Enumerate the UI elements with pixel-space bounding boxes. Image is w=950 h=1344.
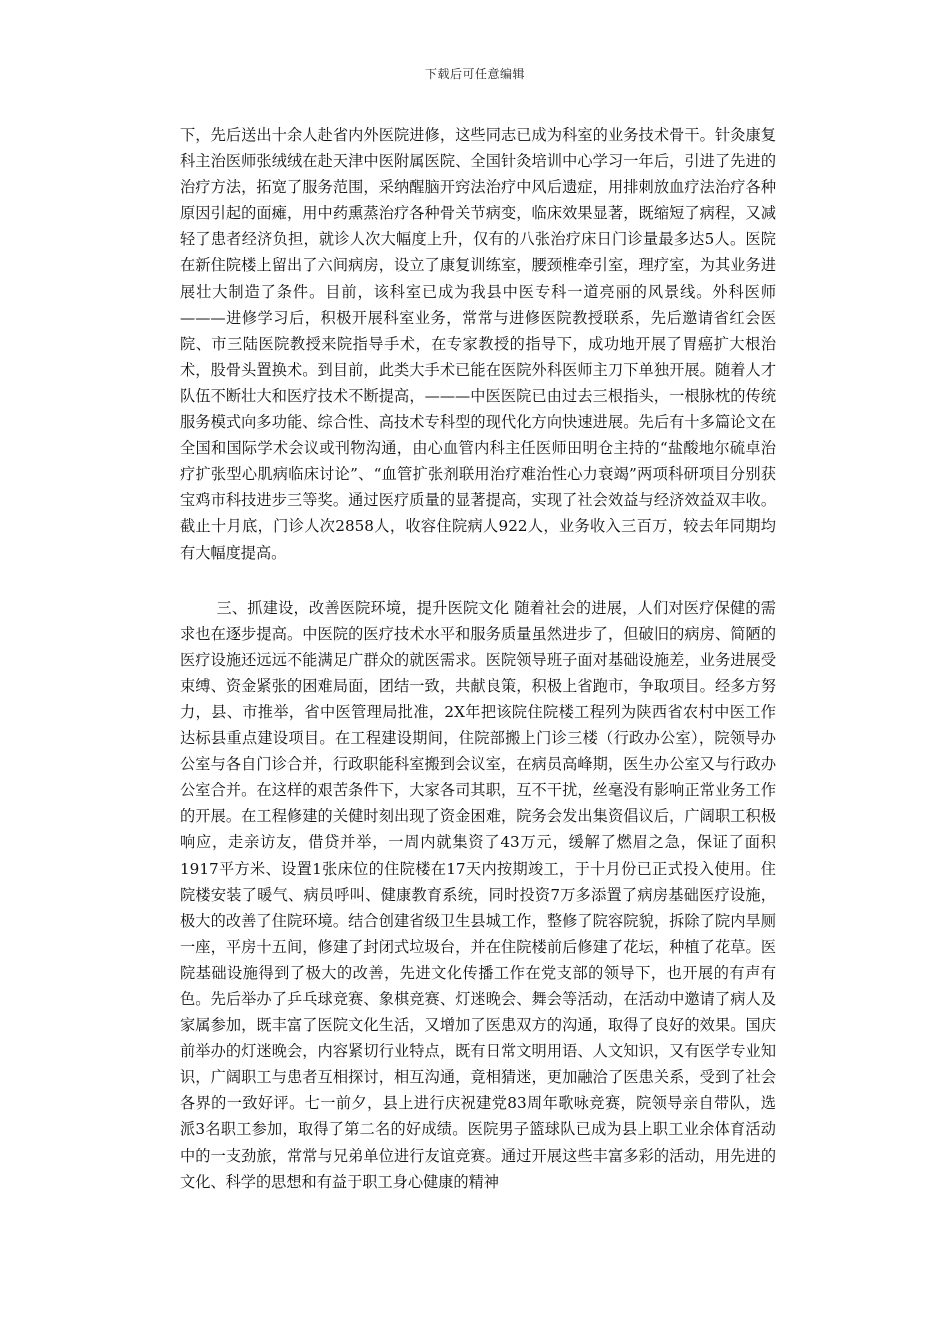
document-body [180,122,776,1195]
paragraph-continuation: 下，先后送出十余人赴省内外医院进修，这些同志已成为科室的业务技术骨干。针灸康复科主治医师张绒绒在赴天津中医附属医院、全国针灸培训中心学习一年后，引进了先进的治疗方法，拓宽了服务范围，采纳醒脑开窍法治疗中风后遗症，用排刺放血疗法治疗各种原因引起的面瘫，用中药熏蒸治疗各种骨关节病变，临床效果显著，既缩短了病程，又减轻了患者经济负担，就诊人次大幅度上升，仅有的八张治疗床日门诊量最多达5人。医院在新住院楼上留出了六间病房，设立了康复训练室，腰颈椎牵引室，理疗室，为其业务进展壮大制造了条件。目前，该科室已成为我县中医专科一道亮丽的风景线。外科医师———进修学习后，积极开展科室业务，常常与进修医院教授联系，先后邀请省红会医院、市三陆医院教授来院指导手术，在专家教授的指导下，成功地开展了胃癌扩大根治术，股骨头置换术。到目前，此类大手术已能在医院外科医师主刀下单独开展。随着人才队伍不断壮大和医疗技术不断提高，———中医医院已由过去三根指头，一根脉枕的传统服务模式向多功能、综合性、高技术专科型的现代化方向快速进展。先后有十多篇论文在全国和国际学术会议或刊物沟通，由心血管内科主任医师田明仓主持的“盐酸地尔硫卓治疗扩张型心肌病临床讨论”、“血管扩张剂联用治疗难治性心力衰竭”两项科研项目分别获宝鸡市科技进步三等奖。通过医疗质量的显著提高，实现了社会效益与经济效益双丰收。截止十月底，门诊人次2858人，收容住院病人922人，业务收入三百万，较去年同期均有大幅度提高。 [180,126,776,562]
page-header-note: 下载后可任意编辑 [424,67,525,81]
paragraph-section-three: 三、抓建设，改善医院环境，提升医院文化 随着社会的进展，人们对医疗保健的需求也在逐步提高。中医院的医疗技术水平和服务质量虽然进步了，但破旧的病房、简陋的医疗设施还远远不能满足广群众的就医需求。医院领导班子面对基础设施差，业务进展受束缚、资金紧张的困难局面，团结一致，共献良策，积极上省跑市，争取项目。经多方努力，县、市推举，省中医管理局批准，2X年把该院住院楼工程列为陕西省农村中医工作达标县重点建设项目。在工程建设期间，住院部搬上门诊三楼（行政办公室），院领导办公室与各自门诊合并，行政职能科室搬到会议室，在病员高峰期，医生办公室又与行政办公室合并。在这样的艰苦条件下，大家各司其职，互不干扰，丝毫没有影响正常业务工作的开展。在工程修建的关健时刻出现了资金困难，院务会发出集资倡议后，广阔职工积极响应，走亲访友，借贷并举，一周内就集资了43万元，缓解了燃眉之急，保证了面积1917平方米、设置1张床位的住院楼在17天内按期竣工，于十月份已正式投入使用。住院楼安装了暖气、病员呼叫、健康教育系统，同时投资7万多添置了病房基础医疗设施，极大的改善了住院环境。结合创建省级卫生县城工作，整修了院容院貌，拆除了院内旱厕一座，平房十五间，修建了封闭式垃圾台，并在住院楼前后修建了花坛，种植了花草。医院基础设施得到了极大的改善，先进文化传播工作在党支部的领导下，也开展的有声有色。先后举办了乒乓球竞赛、象棋竞赛、灯迷晚会、舞会等活动，在活动中邀请了病人及家属参加，既丰富了医院文化生活，又增加了医患双方的沟通，取得了良好的效果。国庆前举办的灯迷晚会，内容紧切行业特点，既有日常文明用语、人文知识，又有医学专业知识，广阔职工与患者互相探讨，相互沟通，竟相猜迷，更加融洽了医患关系，受到了社会各界的一致好评。七一前夕，县上进行庆祝建党83周年歌咏竞赛，院领导亲自带队，选派3名职工参加，取得了第二名的好成绩。医院男子篮球队已成为县上职工业余体育活动中的一支劲旅，常常与兄弟单位进行友谊竞赛。通过开展这些丰富多彩的活动，用先进的文化、科学的思想和有益于职工身心健康的精神 [180,598,776,1191]
paragraph-spacer [180,566,776,595]
